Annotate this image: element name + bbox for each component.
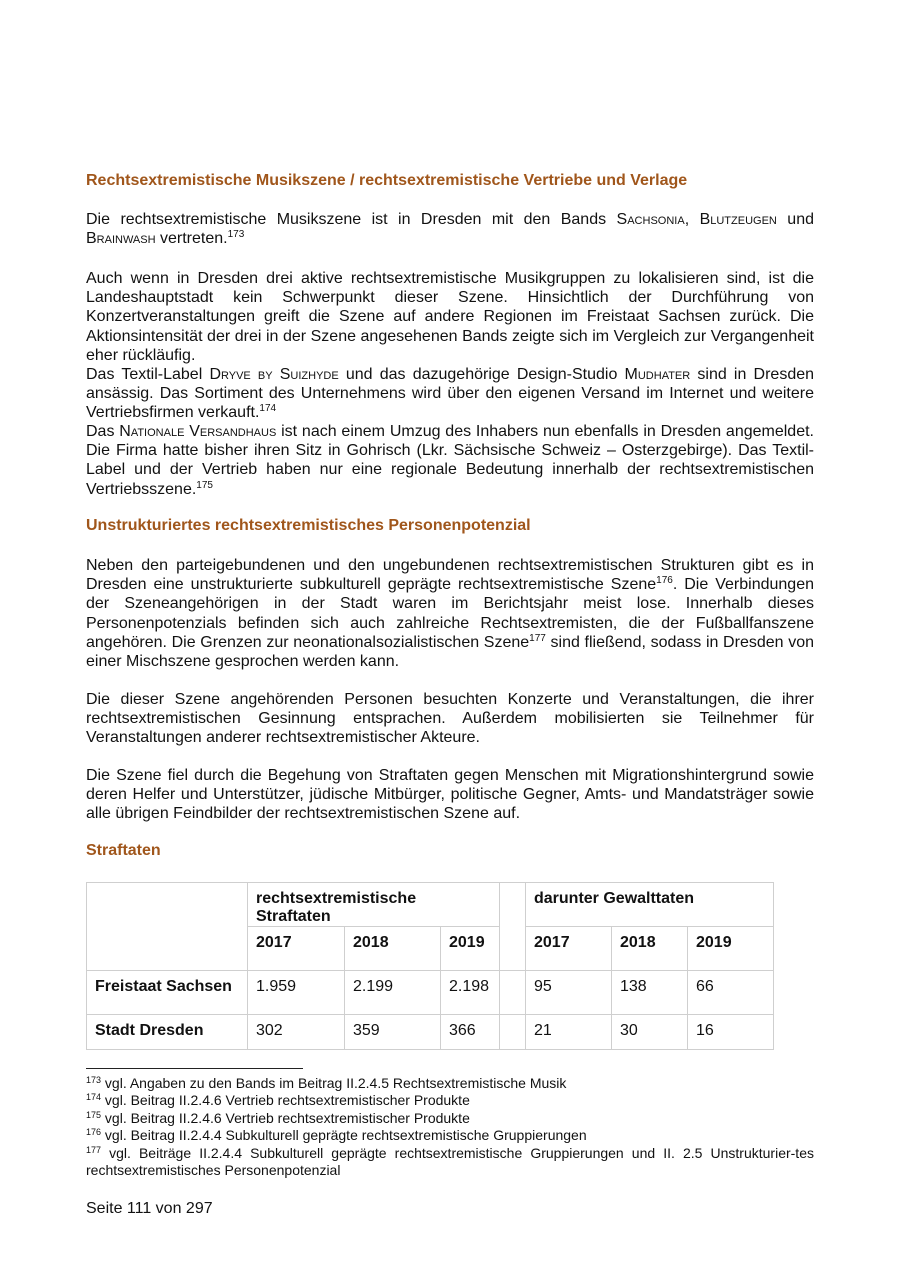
band-name: Brainwash bbox=[86, 230, 156, 248]
footnote-text: vgl. Beitrag II.2.4.6 Vertrieb rechtsextremistischer Produkte bbox=[101, 1092, 470, 1108]
paragraph-music-groups: Auch wenn in Dresden drei aktive rechtsextremistische Musikgruppen zu lokalisieren sind, ist die Landeshauptstadt kein Schwerpunkt dieser Szene. Hinsichtlich der Durchführung von Konzertveranstaltungen greift die Szene auf andere Regionen im Freistaat Sachsen zurück. Die Aktionsintensität der drei in der Szene angesehenen Bands zeigte sich im Vergleich zur Vergangenheit eher rückläufig. bbox=[86, 270, 814, 364]
text: vertreten. bbox=[155, 230, 228, 248]
text: sind fließend, sodass in Dresden von einer Mischszene gesprochen werden kann. bbox=[86, 633, 815, 671]
band-name: Blutzeugen bbox=[699, 211, 777, 228]
text: Das Textil-Label bbox=[86, 366, 210, 383]
studio-name: Mudhater bbox=[624, 366, 691, 383]
footnote bbox=[86, 1145, 814, 1180]
year-header: 2017 bbox=[526, 927, 612, 971]
table-cell: 2.198 bbox=[441, 971, 500, 1015]
heading-straftaten: Straftaten bbox=[86, 842, 161, 859]
table-cell: 138 bbox=[612, 971, 688, 1015]
table-corner-cell bbox=[87, 883, 248, 971]
footnote bbox=[86, 1075, 814, 1092]
footnote-number: 177 bbox=[86, 1145, 102, 1155]
table-cell: 66 bbox=[688, 971, 774, 1015]
paragraph-offenses: Die Szene fiel durch die Begehung von Straftaten gegen Menschen mit Migrationshintergrund sowie deren Helfer und Unterstützer, jüdische Mitbürger, politische Gegner, Amts- und Mandatsträger sowie alle übrigen Feindbilder der rechtsextremistischen Szene auf. bbox=[86, 767, 814, 823]
paragraph-concerts: Die dieser Szene angehörenden Personen besuchten Konzerte und Veranstaltungen, die ihrer rechtsextremistischen Gesinnung entsprachen. Außerdem mobilisierten sie Teilnehmer für Veranstaltungen anderer rechtsextremistischer Akteure. bbox=[86, 691, 814, 747]
group-header-offenses: rechtsextremistische Straftaten bbox=[248, 883, 500, 927]
band-name: Sachsonia bbox=[616, 211, 685, 228]
footnote-ref: 176 bbox=[656, 575, 673, 587]
text: Die rechtsextremistische Musikszene ist in Dresden mit den Bands bbox=[86, 211, 617, 228]
page-number: Seite 111 von 297 bbox=[86, 1200, 213, 1217]
row-label: Stadt Dresden bbox=[87, 1015, 248, 1050]
text: und bbox=[776, 211, 815, 228]
heading-personenpotenzial: Unstrukturiertes rechtsextremistisches Personenpotenzial bbox=[86, 517, 531, 534]
footnote-ref: 174 bbox=[259, 403, 277, 415]
footnote-number: 173 bbox=[86, 1075, 102, 1085]
table-cell: 366 bbox=[441, 1015, 500, 1050]
footnote-text: vgl. Beitrag II.2.4.6 Vertrieb rechtsextremistischer Produkte bbox=[101, 1110, 470, 1126]
table-spacer-cell bbox=[500, 971, 526, 1015]
footnote bbox=[86, 1127, 814, 1144]
table-row bbox=[87, 971, 774, 1015]
text: und das dazugehörige Design-Studio bbox=[338, 366, 625, 383]
text: Das bbox=[86, 423, 120, 440]
footnote-number: 175 bbox=[86, 1110, 102, 1120]
paragraph-unstructured-scene bbox=[86, 556, 814, 671]
crime-statistics-table bbox=[86, 882, 774, 1050]
text: ist nach einem Umzug des Inhabers nun ebenfalls in Dresden angemeldet. Die Firma hatte bisher ihren Sitz in Gohrisch (Lkr. Sächsische Schweiz – Osterzgebirge). Das Textil-Label und der Vertrieb haben nur eine regionale Bedeutung innerhalb der rechtsextremistischen Vertriebsszene. bbox=[86, 423, 814, 498]
table-cell: 302 bbox=[248, 1015, 345, 1050]
footnote bbox=[86, 1110, 814, 1127]
footnote-separator bbox=[86, 1068, 303, 1069]
year-header: 2017 bbox=[248, 927, 345, 971]
text: . Die Verbindungen der Szeneangehörigen in der Stadt waren im Berichtsjahr meist lose. Innerhalb dieses Personenpotenzials befinden sich auch zahlreiche Rechtsextremisten, die der Fußballfanszene angehören. Die Grenzen zur neonationalsozialistischen Szene bbox=[86, 576, 814, 651]
footnote-ref: 173 bbox=[227, 229, 245, 241]
footnote-ref: 177 bbox=[529, 632, 546, 644]
table-row bbox=[87, 1015, 774, 1050]
year-header: 2018 bbox=[345, 927, 441, 971]
footnote-text: vgl. Angaben zu den Bands im Beitrag II.2.4.5 Rechtsextremistische Musik bbox=[101, 1075, 567, 1091]
year-header: 2019 bbox=[441, 927, 500, 971]
row-label: Freistaat Sachsen bbox=[87, 971, 248, 1015]
table-cell: 95 bbox=[526, 971, 612, 1015]
company-name: Nationale Versandhaus bbox=[119, 423, 277, 440]
table-cell: 1.959 bbox=[248, 971, 345, 1015]
footnote bbox=[86, 1092, 814, 1109]
footnote-number: 174 bbox=[86, 1092, 102, 1102]
text: Neben den parteigebundenen und den ungebundenen rechtsextremistischen Strukturen gibt es in Dresden eine unstrukturierte subkulturell geprägte rechtsextremistische Szene bbox=[86, 557, 814, 594]
footnote-text: vgl. Beiträge II.2.4.4 Subkulturell geprägte rechtsextremistische Gruppierungen und II. 2.5 Unstrukturier-tes rechtsextremistisches Personenpotenzial bbox=[86, 1145, 814, 1179]
label-name: Dryve by Suizhyde bbox=[209, 366, 339, 383]
table-cell: 30 bbox=[612, 1015, 688, 1050]
table-spacer-cell bbox=[500, 1015, 526, 1050]
year-header: 2018 bbox=[612, 927, 688, 971]
year-header: 2019 bbox=[688, 927, 774, 971]
table-header-row bbox=[87, 883, 774, 927]
text: , bbox=[684, 211, 700, 228]
table-cell: 2.199 bbox=[345, 971, 441, 1015]
table-cell: 21 bbox=[526, 1015, 612, 1050]
paragraph-versandhaus bbox=[86, 422, 814, 499]
table-cell: 16 bbox=[688, 1015, 774, 1050]
footnote-number: 176 bbox=[86, 1127, 102, 1137]
text: sind in Dresden ansässig. Das Sortiment des Unternehmens wird über den eigenen Versand im Internet und weitere Vertriebsfirmen verkauft. bbox=[86, 366, 815, 422]
footnote-ref: 175 bbox=[196, 479, 213, 491]
table-spacer-cell bbox=[500, 883, 526, 971]
heading-music-scene: Rechtsextremistische Musikszene / rechtsextremistische Vertriebe und Verlage bbox=[86, 172, 688, 189]
paragraph-textile-label bbox=[86, 365, 814, 423]
table-cell: 359 bbox=[345, 1015, 441, 1050]
group-header-violent: darunter Gewalttaten bbox=[526, 883, 774, 927]
footnote-text: vgl. Beitrag II.2.4.4 Subkulturell geprägte rechtsextremistische Gruppierungen bbox=[101, 1127, 587, 1143]
paragraph-bands bbox=[86, 210, 814, 248]
